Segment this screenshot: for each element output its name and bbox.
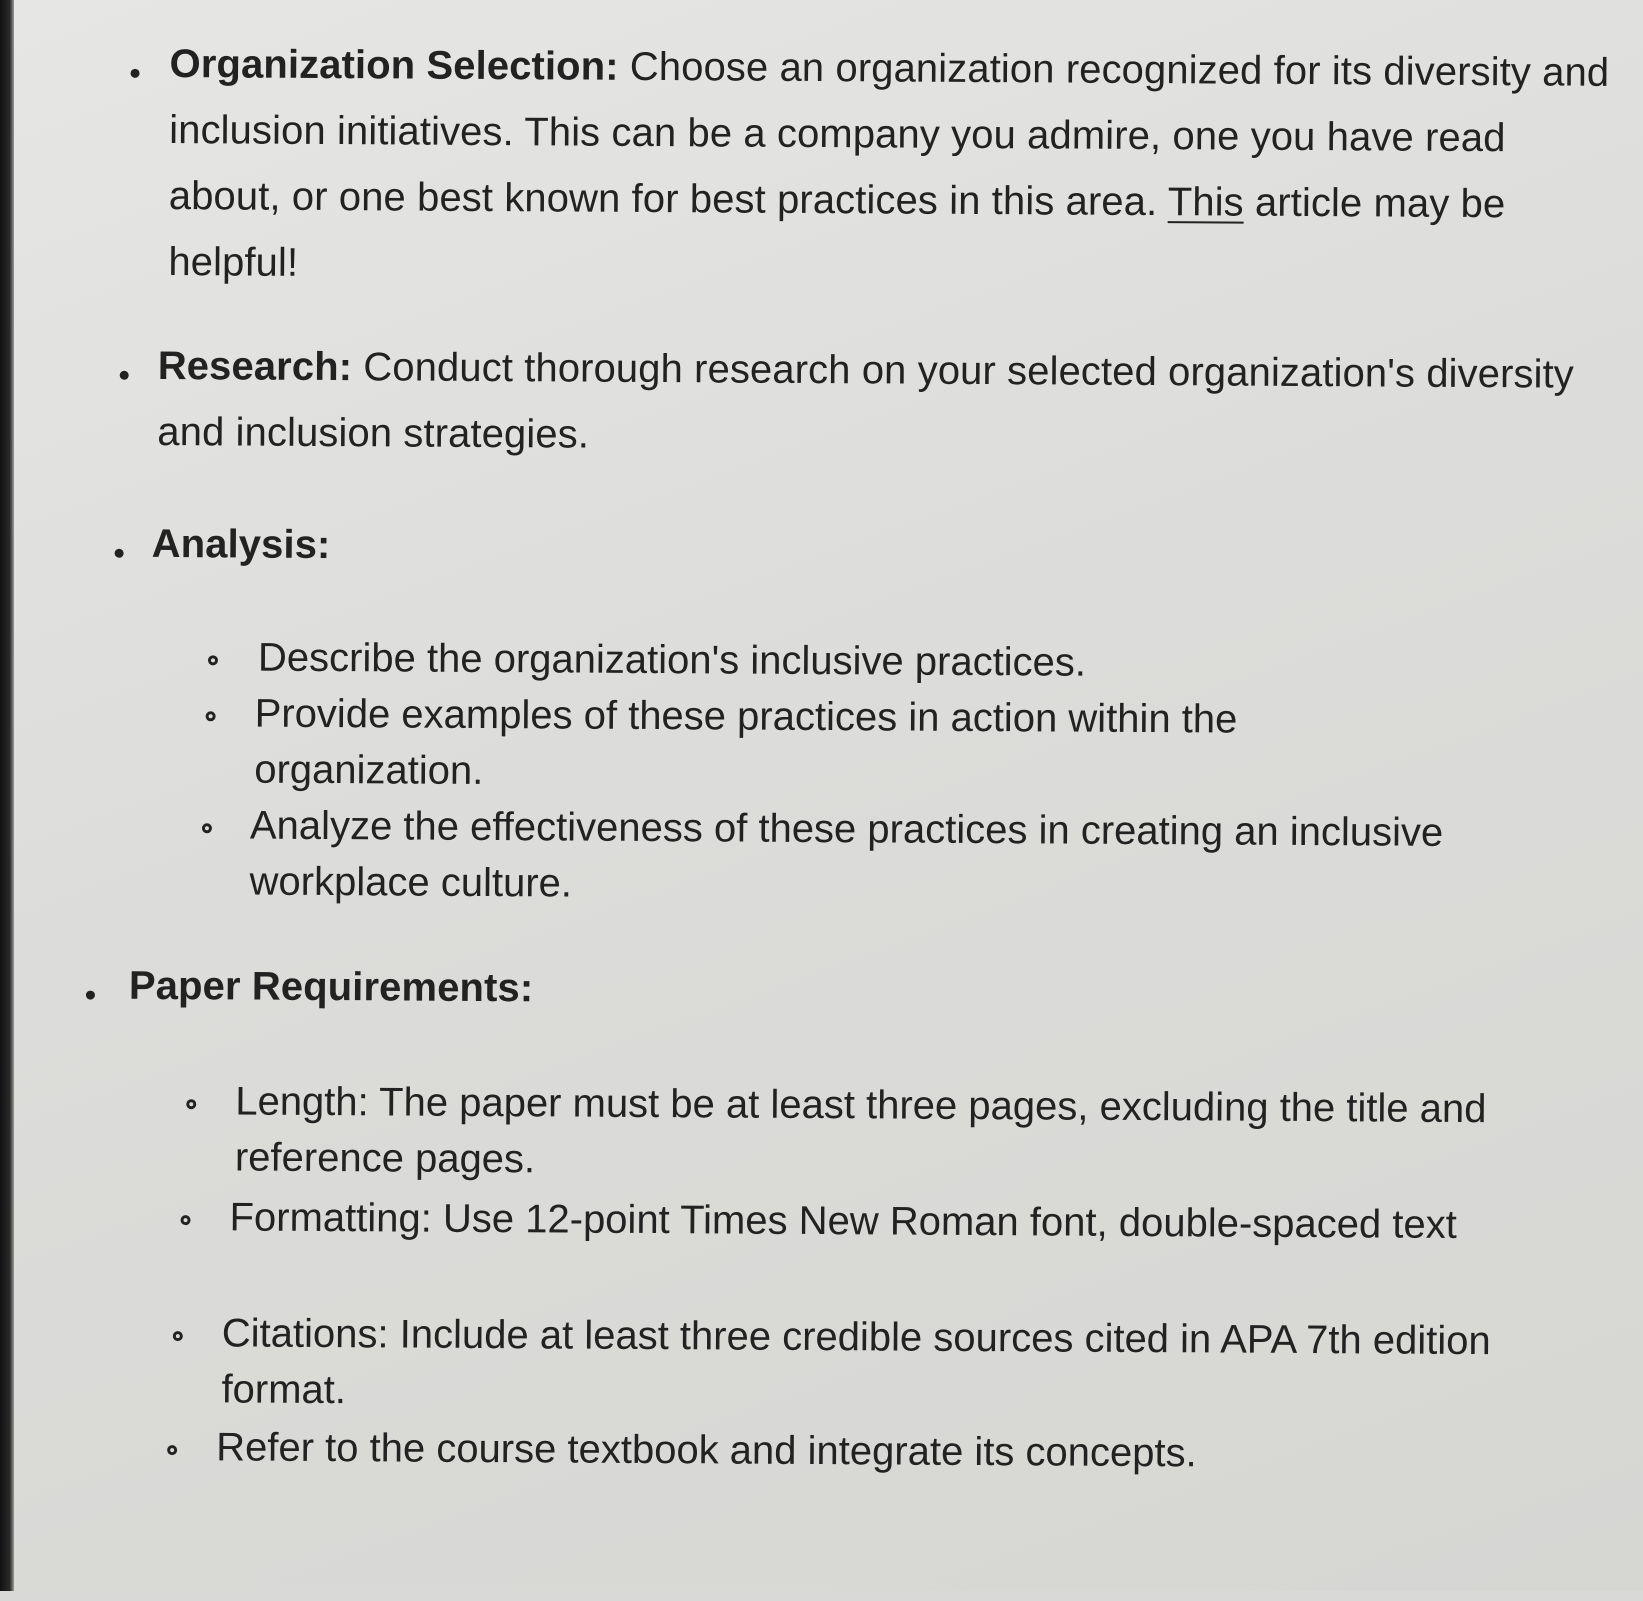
item-label: Organization Selection:: [169, 42, 619, 89]
analysis-subitem: Provide examples of these practices in action within the organization.: [254, 691, 1238, 793]
requirements-subitem: Formatting: Use 12-point Times New Roman font, double-spaced text: [229, 1195, 1457, 1247]
item-label: Paper Requirements:: [128, 963, 534, 1011]
analysis-subitem: Describe the organization's inclusive practices.: [257, 635, 1087, 685]
sub-bullet-icon: [181, 1215, 191, 1225]
sub-bullet-icon: [206, 711, 216, 721]
item-label: Analysis:: [151, 521, 331, 568]
article-link[interactable]: This: [1167, 180, 1244, 225]
item-text-after-link: article may be helpful!: [168, 180, 1506, 285]
item-text: Conduct thorough research on your selected organization's diversity and inclusion strategies.: [157, 345, 1575, 457]
item-label: Research:: [157, 343, 353, 390]
list-item-paper-requirements: [129, 953, 534, 1021]
bullet-icon: [131, 69, 140, 78]
requirements-subitem: Length: The paper must be at least three pages, excluding the title and reference pages.: [234, 1079, 1487, 1182]
sub-bullet-icon: [167, 1445, 177, 1455]
sub-bullet-icon: [202, 823, 212, 833]
item-text: Choose an organization recognized for its diversity and inclusion initiatives. This can be a company you admire, one you have read about, or one best known for best practices in this area.: [168, 44, 1610, 225]
list-item-organization-selection: [168, 31, 1610, 304]
bullet-icon: [120, 371, 129, 380]
requirements-subitem: Refer to the course textbook and integrate its concepts.: [216, 1425, 1197, 1476]
bullet-icon: [115, 549, 124, 558]
list-item-research: [157, 333, 1578, 474]
requirements-subitem: Citations: Include at least three credible sources cited in APA 7th edition format.: [221, 1311, 1491, 1413]
list-item-analysis: [151, 511, 330, 578]
sub-bullet-icon: [186, 1099, 196, 1109]
sub-bullet-icon: [173, 1331, 183, 1341]
sub-bullet-icon: [208, 655, 218, 665]
bullet-icon: [86, 991, 95, 1000]
analysis-subitem: Analyze the effectiveness of these practices in creating an inclusive workplace culture.: [249, 803, 1444, 906]
